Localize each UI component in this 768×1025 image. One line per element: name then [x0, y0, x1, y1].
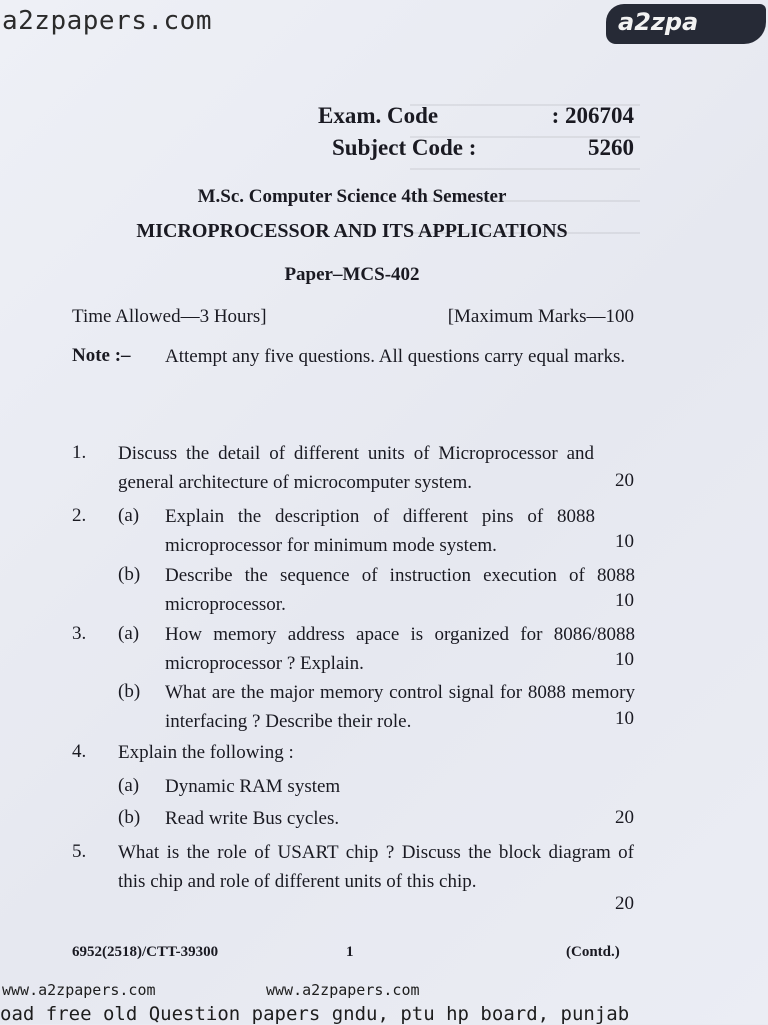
note-label: Note :– — [72, 345, 131, 366]
question-4a-label: (a) — [118, 775, 140, 796]
question-4a-text: Dynamic RAM system — [165, 776, 341, 797]
subject-code-value: 5260 — [588, 135, 634, 160]
question-3b-marks: 10 — [615, 708, 634, 729]
question-5-text: What is the role of USART chip ? Discuss the block diagram of this chip and role of different units of this chip. — [118, 842, 634, 892]
footer-paper-code: 6952(2518)/CTT-39300 — [72, 944, 219, 960]
subject-title: MICROPROCESSOR AND ITS APPLICATIONS — [136, 220, 568, 242]
exam-code-label: Exam. Code — [318, 103, 439, 128]
course-title: M.Sc. Computer Science 4th Semester — [197, 186, 507, 207]
note-text: Attempt any five questions. All questions carry equal marks. — [165, 346, 626, 367]
question-1-number: 1. — [72, 442, 87, 463]
question-2b-text: Describe the sequence of instruction execution of 8088 microprocessor. — [165, 565, 635, 615]
time-allowed: Time Allowed—3 Hours] — [72, 306, 267, 327]
maximum-marks: [Maximum Marks—100 — [447, 306, 634, 327]
question-3a-label: (a) — [118, 623, 140, 644]
logo-stamp-text: a2zpa — [618, 8, 699, 36]
watermark-bottom-line: oad free old Question papers gndu, ptu hp board, punjab — [0, 1003, 630, 1025]
question-3b-label: (b) — [118, 681, 141, 702]
question-2a-text: Explain the description of different pins of 8088 microprocessor for minimum mode system. — [165, 506, 595, 556]
watermark-top[interactable]: a2zpapers.com — [2, 6, 212, 36]
exam-code-value: : 206704 — [551, 103, 634, 128]
subject-code-label: Subject Code : — [332, 135, 477, 160]
question-4b-text: Read write Bus cycles. — [165, 808, 340, 829]
question-3a-text: How memory address apace is organized for 8086/8088 microprocessor ? Explain. — [165, 624, 635, 674]
footer-contd: (Contd.) — [566, 944, 620, 960]
watermark-bottom-center[interactable]: www.a2zpapers.com — [266, 981, 420, 999]
question-2a-label: (a) — [118, 505, 140, 526]
question-1-marks: 20 — [615, 470, 634, 491]
question-2-number: 2. — [72, 505, 87, 526]
question-4b-label: (b) — [118, 807, 141, 828]
question-3b-text: What are the major memory control signal for 8088 memory interfacing ? Describe their role. — [165, 682, 635, 732]
question-2b-label: (b) — [118, 564, 141, 585]
question-2a-marks: 10 — [615, 531, 634, 552]
question-4-number: 4. — [72, 741, 87, 762]
question-4-marks: 20 — [615, 807, 634, 828]
question-5-number: 5. — [72, 841, 87, 862]
question-3a-marks: 10 — [615, 649, 634, 670]
question-1-text: Discuss the detail of different units of Microprocessor and general architecture of microcomputer system. — [118, 443, 594, 493]
paper-code: Paper–MCS-402 — [284, 264, 420, 285]
code-block — [318, 100, 634, 164]
watermark-bottom-left[interactable]: www.a2zpapers.com — [2, 981, 156, 999]
question-3-number: 3. — [72, 623, 87, 644]
question-5-marks: 20 — [615, 893, 634, 914]
question-4-text: Explain the following : — [118, 742, 294, 763]
footer-page-number: 1 — [346, 944, 354, 960]
question-2b-marks: 10 — [615, 590, 634, 611]
